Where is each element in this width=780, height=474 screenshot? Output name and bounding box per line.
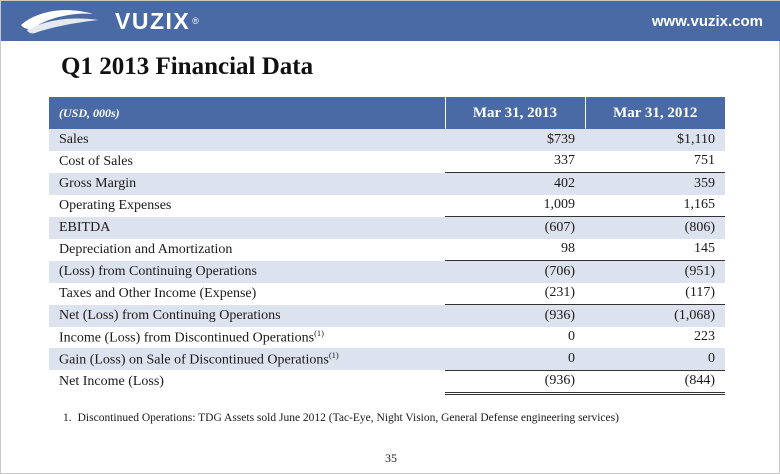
footnote-marker: (1) [314, 327, 324, 338]
table-row [49, 173, 725, 195]
footnote [63, 412, 743, 424]
header-website-url[interactable]: www.vuzix.com [651, 12, 763, 30]
column-header-units: (USD, 000s) [49, 97, 445, 129]
cell-2013: (706) [445, 261, 585, 283]
table-row [49, 239, 725, 261]
cell-2012: 751 [585, 151, 725, 173]
cell-2012: (951) [585, 261, 725, 283]
row-label: Cost of Sales [49, 151, 445, 173]
cell-2013: $739 [445, 129, 585, 151]
header-bar [1, 1, 780, 41]
cell-2012: 359 [585, 173, 725, 195]
cell-2013: (936) [445, 305, 585, 327]
cell-2013: (607) [445, 217, 585, 239]
row-label: Depreciation and Amortization [49, 239, 445, 261]
cell-2012: 1,165 [585, 195, 725, 217]
table-body [49, 129, 725, 394]
cell-2012: (806) [585, 217, 725, 239]
cell-2012: (117) [585, 283, 725, 305]
row-label: Taxes and Other Income (Expense) [49, 283, 445, 305]
table-header-row [49, 97, 725, 129]
column-header-mar-2013: Mar 31, 2013 [445, 97, 585, 129]
table-row [49, 151, 725, 173]
cell-2013: 402 [445, 173, 585, 195]
row-label: Gross Margin [49, 173, 445, 195]
cell-2013: 0 [445, 327, 585, 349]
table-row [49, 327, 725, 349]
cell-2013: 0 [445, 348, 585, 370]
cell-2012: 223 [585, 327, 725, 349]
row-label: EBITDA [49, 217, 445, 239]
trademark-symbol: ® [192, 16, 199, 26]
row-label: Sales [49, 129, 445, 151]
page-title: Q1 2013 Financial Data [61, 53, 314, 80]
table-row [49, 283, 725, 305]
table-header [49, 97, 725, 129]
page-number: 35 [385, 451, 397, 465]
table-row [49, 305, 725, 327]
cell-2012: 145 [585, 239, 725, 261]
table-row [49, 217, 725, 239]
cell-2013: 98 [445, 239, 585, 261]
footnote-text: Discontinued Operations: TDG Assets sold June 2012 (Tac-Eye, Night Vision, General Defense engineering services) [77, 412, 619, 424]
footnote-number: 1. [63, 412, 72, 424]
brand-name: VUZIX [115, 7, 191, 34]
cell-2013: (936) [445, 370, 585, 394]
row-label-text: Income (Loss) from Discontinued Operations [59, 330, 315, 346]
column-header-mar-2012: Mar 31, 2012 [585, 97, 725, 129]
table-row [49, 195, 725, 217]
cell-2013: (231) [445, 283, 585, 305]
table-row [49, 348, 725, 370]
swoosh-logo-icon [19, 8, 105, 34]
row-label [49, 348, 445, 370]
row-label: (Loss) from Continuing Operations [49, 261, 445, 283]
row-label: Operating Expenses [49, 195, 445, 217]
table-row [49, 129, 725, 151]
row-label: Net Income (Loss) [49, 370, 445, 394]
cell-2012: (844) [585, 370, 725, 394]
row-label: Net (Loss) from Continuing Operations [49, 305, 445, 327]
financial-table-wrapper [49, 97, 725, 395]
cell-2012: (1,068) [585, 305, 725, 327]
brand-block [1, 8, 199, 35]
cell-2012: 0 [585, 348, 725, 370]
row-label [49, 327, 445, 349]
table-row [49, 261, 725, 283]
cell-2013: 337 [445, 151, 585, 173]
cell-2013: 1,009 [445, 195, 585, 217]
footnote-marker: (1) [328, 349, 339, 360]
financial-table [49, 97, 725, 395]
cell-2012: $1,110 [585, 129, 725, 151]
row-label-text: Gain (Loss) on Sale of Discontinued Operations [59, 352, 329, 368]
table-row [49, 370, 725, 394]
